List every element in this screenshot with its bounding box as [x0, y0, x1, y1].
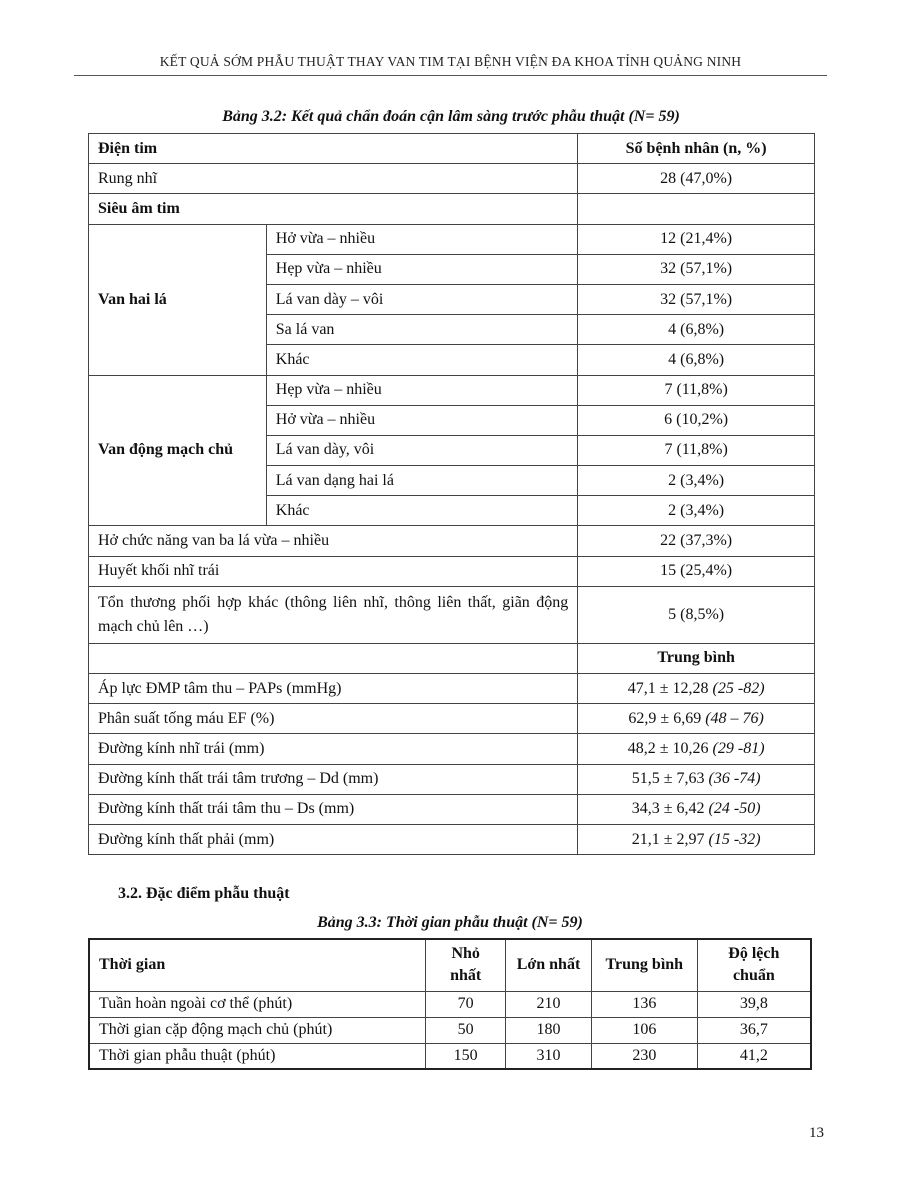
mean-value: 48,2 ± 10,26 [627, 739, 709, 757]
table-row [89, 164, 815, 194]
header-cell: Nhỏ nhất [426, 939, 506, 991]
table-3-2-caption: Bảng 3.2: Kết quả chẩn đoán cận lâm sàng trước phẫu thuật (N= 59) [222, 108, 680, 125]
row-label: Hẹp vừa – nhiều [266, 375, 578, 405]
mean-value: 47,1 ± 12,28 [627, 679, 709, 697]
row-value: 2 (3,4%) [578, 466, 815, 496]
row-value: 32 (57,1%) [578, 254, 815, 284]
table-header-row [89, 939, 811, 991]
row-label: Áp lực ĐMP tâm thu – PAPs (mmHg) [89, 674, 578, 704]
header-cell: Trung bình [591, 939, 697, 991]
max-value: 180 [506, 1017, 592, 1043]
table-row [89, 643, 815, 673]
head-ecg: Điện tim [89, 134, 578, 164]
row-label: Lá van dày – vôi [266, 284, 578, 314]
echo-heading: Siêu âm tim [89, 194, 578, 224]
row-label: Hở vừa – nhiều [266, 224, 578, 254]
table-row [89, 194, 815, 224]
row-value: 32 (57,1%) [578, 284, 815, 314]
sd-value: 39,8 [697, 991, 811, 1017]
row-value [578, 734, 815, 764]
row-value: 6 (10,2%) [578, 405, 815, 435]
row-label: Phân suất tống máu EF (%) [89, 704, 578, 734]
row-label: Khác [266, 345, 578, 375]
row-label: Tổn thương phối hợp khác (thông liên nhĩ, thông liên thất, giãn động mạch chủ lên …) [89, 586, 578, 643]
table-3-3 [88, 938, 812, 1070]
header-cell: Độ lệch chuẩn [697, 939, 811, 991]
table-row [89, 764, 815, 794]
row-label: Đường kính thất phải (mm) [89, 824, 578, 854]
min-value: 150 [426, 1043, 506, 1069]
row-label: Lá van dày, vôi [266, 435, 578, 465]
row-value: 7 (11,8%) [578, 375, 815, 405]
header-cell: Lớn nhất [506, 939, 592, 991]
table-row [89, 794, 815, 824]
row-value: 15 (25,4%) [578, 556, 815, 586]
table-row [89, 134, 815, 164]
max-value: 210 [506, 991, 592, 1017]
row-label: Lá van dạng hai lá [266, 466, 578, 496]
range-value: (15 -32) [708, 830, 761, 848]
row-label: Đường kính thất trái tâm trương – Dd (mm) [89, 764, 578, 794]
mean-value: 106 [591, 1017, 697, 1043]
header-cell: Thời gian [89, 939, 426, 991]
mean-value: 136 [591, 991, 697, 1017]
page-number: 13 [809, 1125, 824, 1141]
row-label: Rung nhĩ [89, 164, 578, 194]
header-rule [74, 75, 827, 76]
table-row [89, 1017, 811, 1043]
min-value: 50 [426, 1017, 506, 1043]
mean-value: 230 [591, 1043, 697, 1069]
max-value: 310 [506, 1043, 592, 1069]
head-patients: Số bệnh nhân (n, %) [578, 134, 815, 164]
mean-value: 34,3 ± 6,42 [631, 800, 705, 818]
row-value: 28 (47,0%) [578, 164, 815, 194]
row-value [578, 824, 815, 854]
mean-value: 21,1 ± 2,97 [631, 830, 705, 848]
range-value: (29 -81) [712, 739, 765, 757]
table-row [89, 526, 815, 556]
table-3-3-caption: Bảng 3.3: Thời gian phẫu thuật (N= 59) [317, 914, 583, 931]
sd-value: 41,2 [697, 1043, 811, 1069]
mean-heading: Trung bình [578, 643, 815, 673]
row-value [578, 794, 815, 824]
mean-value: 51,5 ± 7,63 [631, 770, 705, 788]
section-title: 3.2. Đặc điểm phẫu thuật [118, 885, 290, 902]
row-label: Hở chức năng van ba lá vừa – nhiều [89, 526, 578, 556]
row-label: Tuần hoàn ngoài cơ thể (phút) [89, 991, 426, 1017]
row-value: 2 (3,4%) [578, 496, 815, 526]
aortic-valve-label: Van động mạch chủ [89, 375, 267, 526]
min-value: 70 [426, 991, 506, 1017]
row-label: Huyết khối nhĩ trái [89, 556, 578, 586]
empty-cell [578, 194, 815, 224]
table-row [89, 824, 815, 854]
row-label: Đường kính nhĩ trái (mm) [89, 734, 578, 764]
sd-value: 36,7 [697, 1017, 811, 1043]
mitral-valve-label: Van hai lá [89, 224, 267, 375]
row-value: 4 (6,8%) [578, 315, 815, 345]
row-value [578, 704, 815, 734]
table-row [89, 1043, 811, 1069]
range-value: (36 -74) [708, 770, 761, 788]
table-row [89, 734, 815, 764]
row-value: 12 (21,4%) [578, 224, 815, 254]
row-label: Hở vừa – nhiều [266, 405, 578, 435]
table-row [89, 586, 815, 643]
row-label: Thời gian phẫu thuật (phút) [89, 1043, 426, 1069]
empty-cell [89, 643, 578, 673]
row-value: 5 (8,5%) [578, 586, 815, 643]
row-value: 22 (37,3%) [578, 526, 815, 556]
table-row [89, 224, 815, 254]
row-label: Khác [266, 496, 578, 526]
row-value [578, 764, 815, 794]
row-label: Hẹp vừa – nhiều [266, 254, 578, 284]
row-value: 4 (6,8%) [578, 345, 815, 375]
table-row [89, 704, 815, 734]
table-row [89, 556, 815, 586]
range-value: (25 -82) [712, 679, 765, 697]
table-row [89, 991, 811, 1017]
running-header: KẾT QUẢ SỚM PHẪU THUẬT THAY VAN TIM TẠI BỆNH VIỆN ĐA KHOA TỈNH QUẢNG NINH [159, 54, 742, 69]
table-3-2 [88, 133, 815, 855]
table-row [89, 674, 815, 704]
table-row [89, 375, 815, 405]
row-label: Đường kính thất trái tâm thu – Ds (mm) [89, 794, 578, 824]
range-value: (24 -50) [708, 800, 761, 818]
row-value: 7 (11,8%) [578, 435, 815, 465]
mean-value: 62,9 ± 6,69 [628, 709, 702, 727]
row-value [578, 674, 815, 704]
row-label: Sa lá van [266, 315, 578, 345]
row-label: Thời gian cặp động mạch chủ (phút) [89, 1017, 426, 1043]
range-value: (48 – 76) [705, 709, 764, 727]
